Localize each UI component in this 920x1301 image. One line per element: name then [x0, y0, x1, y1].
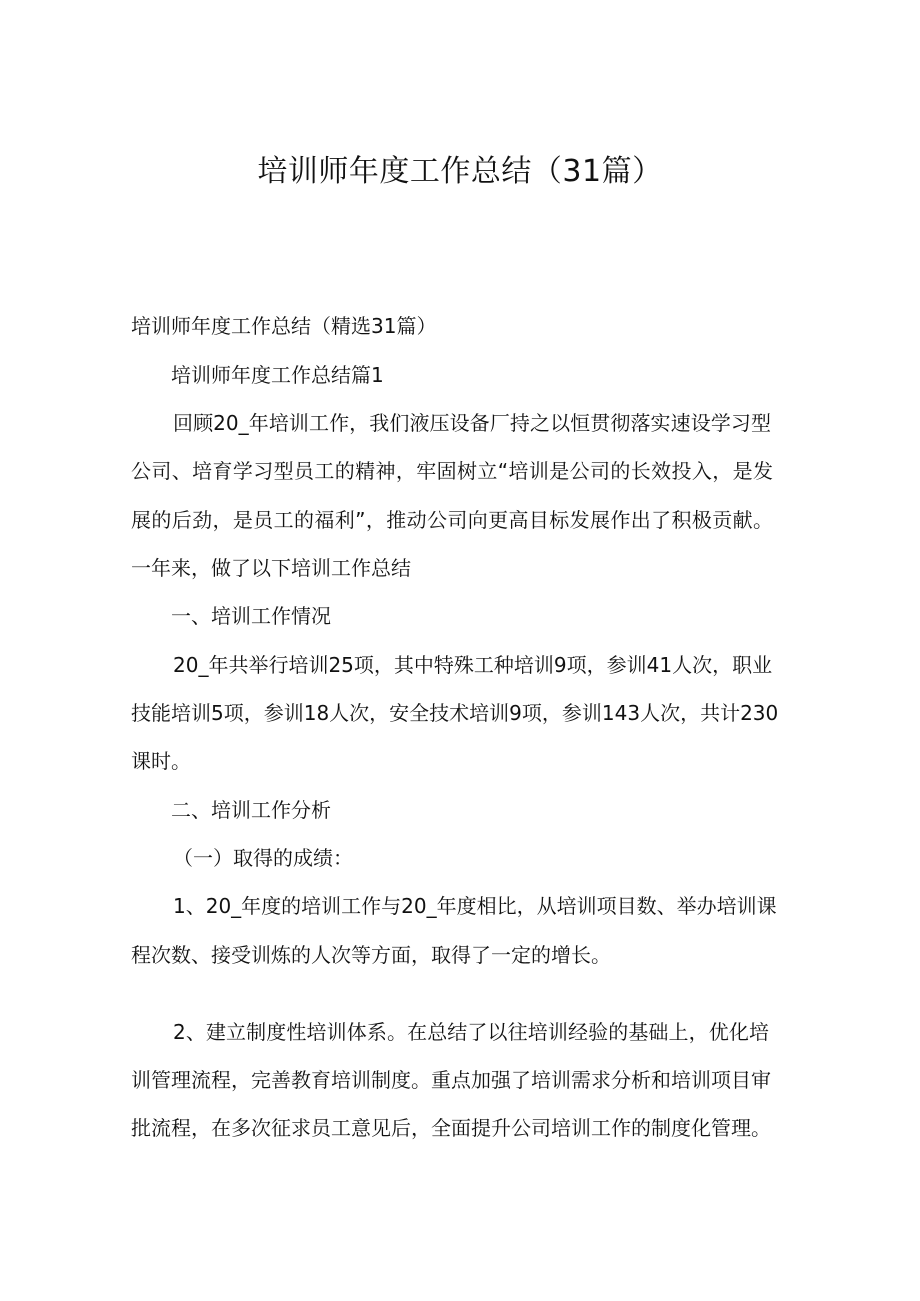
paragraph-1-line-3: 展的后劲，是员工的福利”，推动公司向更高目标发展作出了积极贡献。 [131, 508, 773, 532]
paragraph-1-line-4: 一年来，做了以下培训工作总结 [131, 556, 411, 580]
heading-training-status: 一、培训工作情况 [171, 604, 331, 628]
paragraph-2-line-3: 课时。 [131, 749, 191, 773]
section-heading: 培训师年度工作总结篇1 [171, 363, 384, 387]
document-subtitle: 培训师年度工作总结（精选31篇） [131, 314, 437, 338]
document-title: 培训师年度工作总结（31篇） [257, 154, 663, 189]
item-1-line-1: 1、20_年度的培训工作与20_年度相比，从培训项目数、举办培训课 [173, 894, 777, 918]
heading-training-analysis: 二、培训工作分析 [171, 798, 331, 822]
paragraph-2-line-1: 20_年共举行培训25项，其中特殊工种培训9项，参训41人次，职业 [173, 653, 773, 677]
paragraph-1-line-2: 公司、培育学习型员工的精神，牢固树立“培训是公司的长效投入，是发 [131, 459, 773, 483]
sub-heading-achievements: （一）取得的成绩： [173, 846, 353, 870]
paragraph-2-line-2: 技能培训5项，参训18人次，安全技术培训9项，参训143人次，共计230 [131, 701, 779, 725]
item-2-line-3: 批流程，在多次征求员工意见后，全面提升公司培训工作的制度化管理。 [131, 1116, 771, 1140]
item-2-line-2: 训管理流程，完善教育培训制度。重点加强了培训需求分析和培训项目审 [131, 1068, 771, 1092]
item-2-line-1: 2、建立制度性培训体系。在总结了以往培训经验的基础上，优化培 [173, 1020, 769, 1044]
item-1-line-2: 程次数、接受训炼的人次等方面，取得了一定的增长。 [131, 943, 611, 967]
paragraph-1-line-1: 回顾20_年培训工作，我们液压设备厂持之以恒贯彻落实速设学习型 [173, 411, 771, 435]
